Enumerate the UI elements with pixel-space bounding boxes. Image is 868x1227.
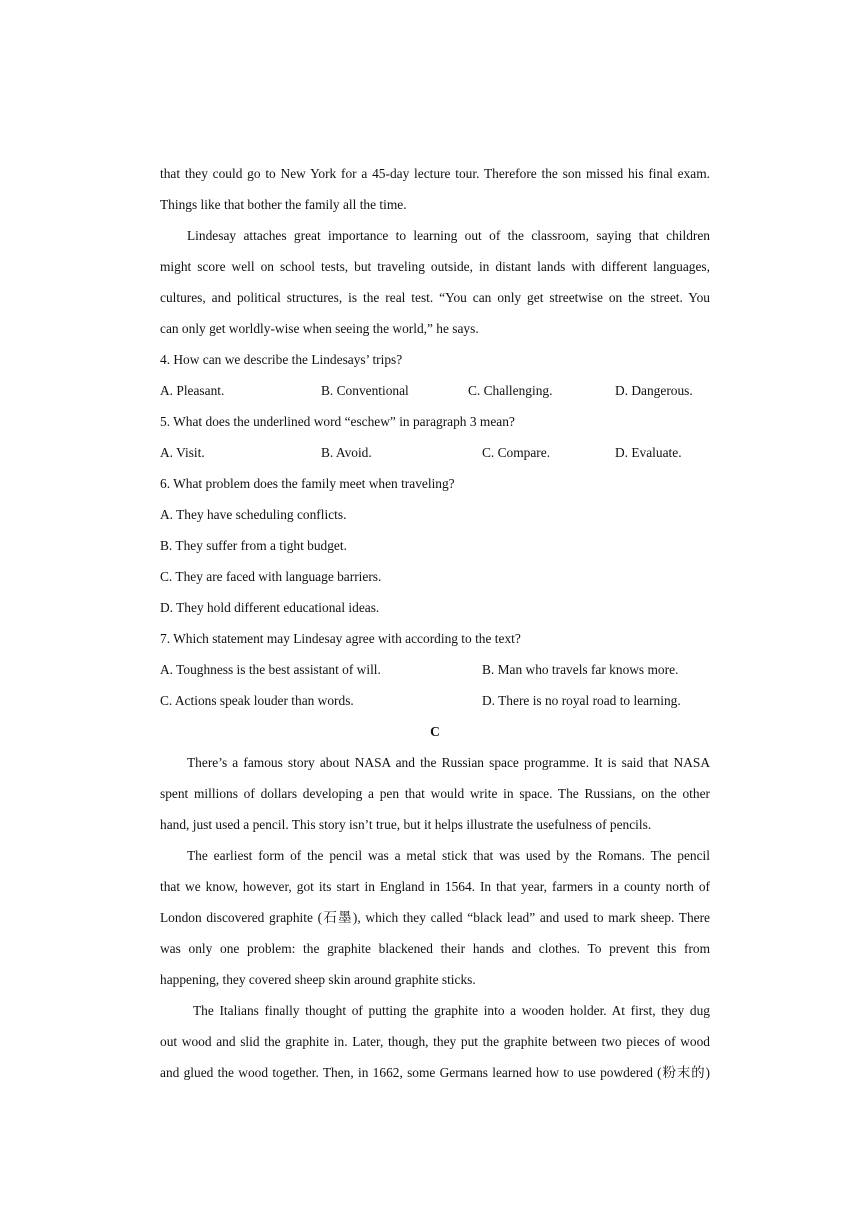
question-stem: 5. What does the underlined word “eschew” in paragraph 3 mean? [160, 414, 515, 429]
option: D. Dangerous. [615, 383, 693, 398]
text-line: The Italians finally thought of putting the graphite into a wooden holder. At first, they dug [193, 1003, 710, 1018]
text-line: spent millions of dollars developing a pen that would write in space. The Russians, on the other [160, 786, 710, 801]
question-stem: 6. What problem does the family meet when traveling? [160, 476, 455, 491]
text-line: can only get worldly-wise when seeing the world,” he says. [160, 321, 479, 336]
option: C. Compare. [482, 445, 551, 460]
question-stem: 7. Which statement may Lindesay agree with according to the text? [160, 631, 521, 646]
text-line: that they could go to New York for a 45-day lecture tour. Therefore the son missed his final exam. [160, 166, 710, 181]
text-line: and glued the wood together. Then, in 1662, some Germans learned how to use powdered (粉末的) [160, 1065, 710, 1080]
document-content [160, 158, 710, 1088]
option: A. Visit. [160, 445, 205, 460]
option: A. They have scheduling conflicts. [160, 507, 347, 522]
question-options [160, 685, 710, 716]
option: D. There is no royal road to learning. [482, 693, 681, 708]
text-line: that we know, however, got its start in England in 1564. In that year, farmers in a county north of [160, 879, 710, 894]
question-options [160, 375, 710, 406]
text-line: The earliest form of the pencil was a metal stick that was used by the Romans. The pencil [187, 848, 710, 863]
section-heading: C [430, 724, 440, 739]
question-stem: 4. How can we describe the Lindesays’ trips? [160, 352, 403, 367]
option: D. Evaluate. [615, 445, 682, 460]
option: D. They hold different educational ideas. [160, 600, 380, 615]
question-options [160, 437, 710, 468]
text-line: happening, they covered sheep skin around graphite sticks. [160, 972, 476, 987]
option: A. Pleasant. [160, 383, 225, 398]
option: B. Avoid. [321, 445, 372, 460]
text-line: was only one problem: the graphite blackened their hands and clothes. To prevent this from [160, 941, 710, 956]
option: C. They are faced with language barriers. [160, 569, 382, 584]
text-line: might score well on school tests, but traveling outside, in distant lands with different languages, [160, 259, 710, 274]
question-options [160, 654, 710, 685]
text-line: Things like that bother the family all the time. [160, 197, 407, 212]
option: B. They suffer from a tight budget. [160, 538, 347, 553]
text-line: cultures, and political structures, is the real test. “You can only get streetwise on the street. You [160, 290, 710, 305]
text-line: hand, just used a pencil. This story isn’t true, but it helps illustrate the usefulness of pencils. [160, 817, 652, 832]
option: A. Toughness is the best assistant of will. [160, 662, 381, 677]
text-line: out wood and slid the graphite in. Later, though, they put the graphite between two pieces of wood [160, 1034, 710, 1049]
text-line: Lindesay attaches great importance to learning out of the classroom, saying that children [187, 228, 710, 243]
option: C. Challenging. [468, 383, 553, 398]
text-line: There’s a famous story about NASA and the Russian space programme. It is said that NASA [187, 755, 710, 770]
option: B. Conventional [321, 383, 409, 398]
text-line: London discovered graphite (石墨), which they called “black lead” and used to mark sheep. There [160, 910, 710, 925]
option: B. Man who travels far knows more. [482, 662, 679, 677]
option: C. Actions speak louder than words. [160, 693, 354, 708]
